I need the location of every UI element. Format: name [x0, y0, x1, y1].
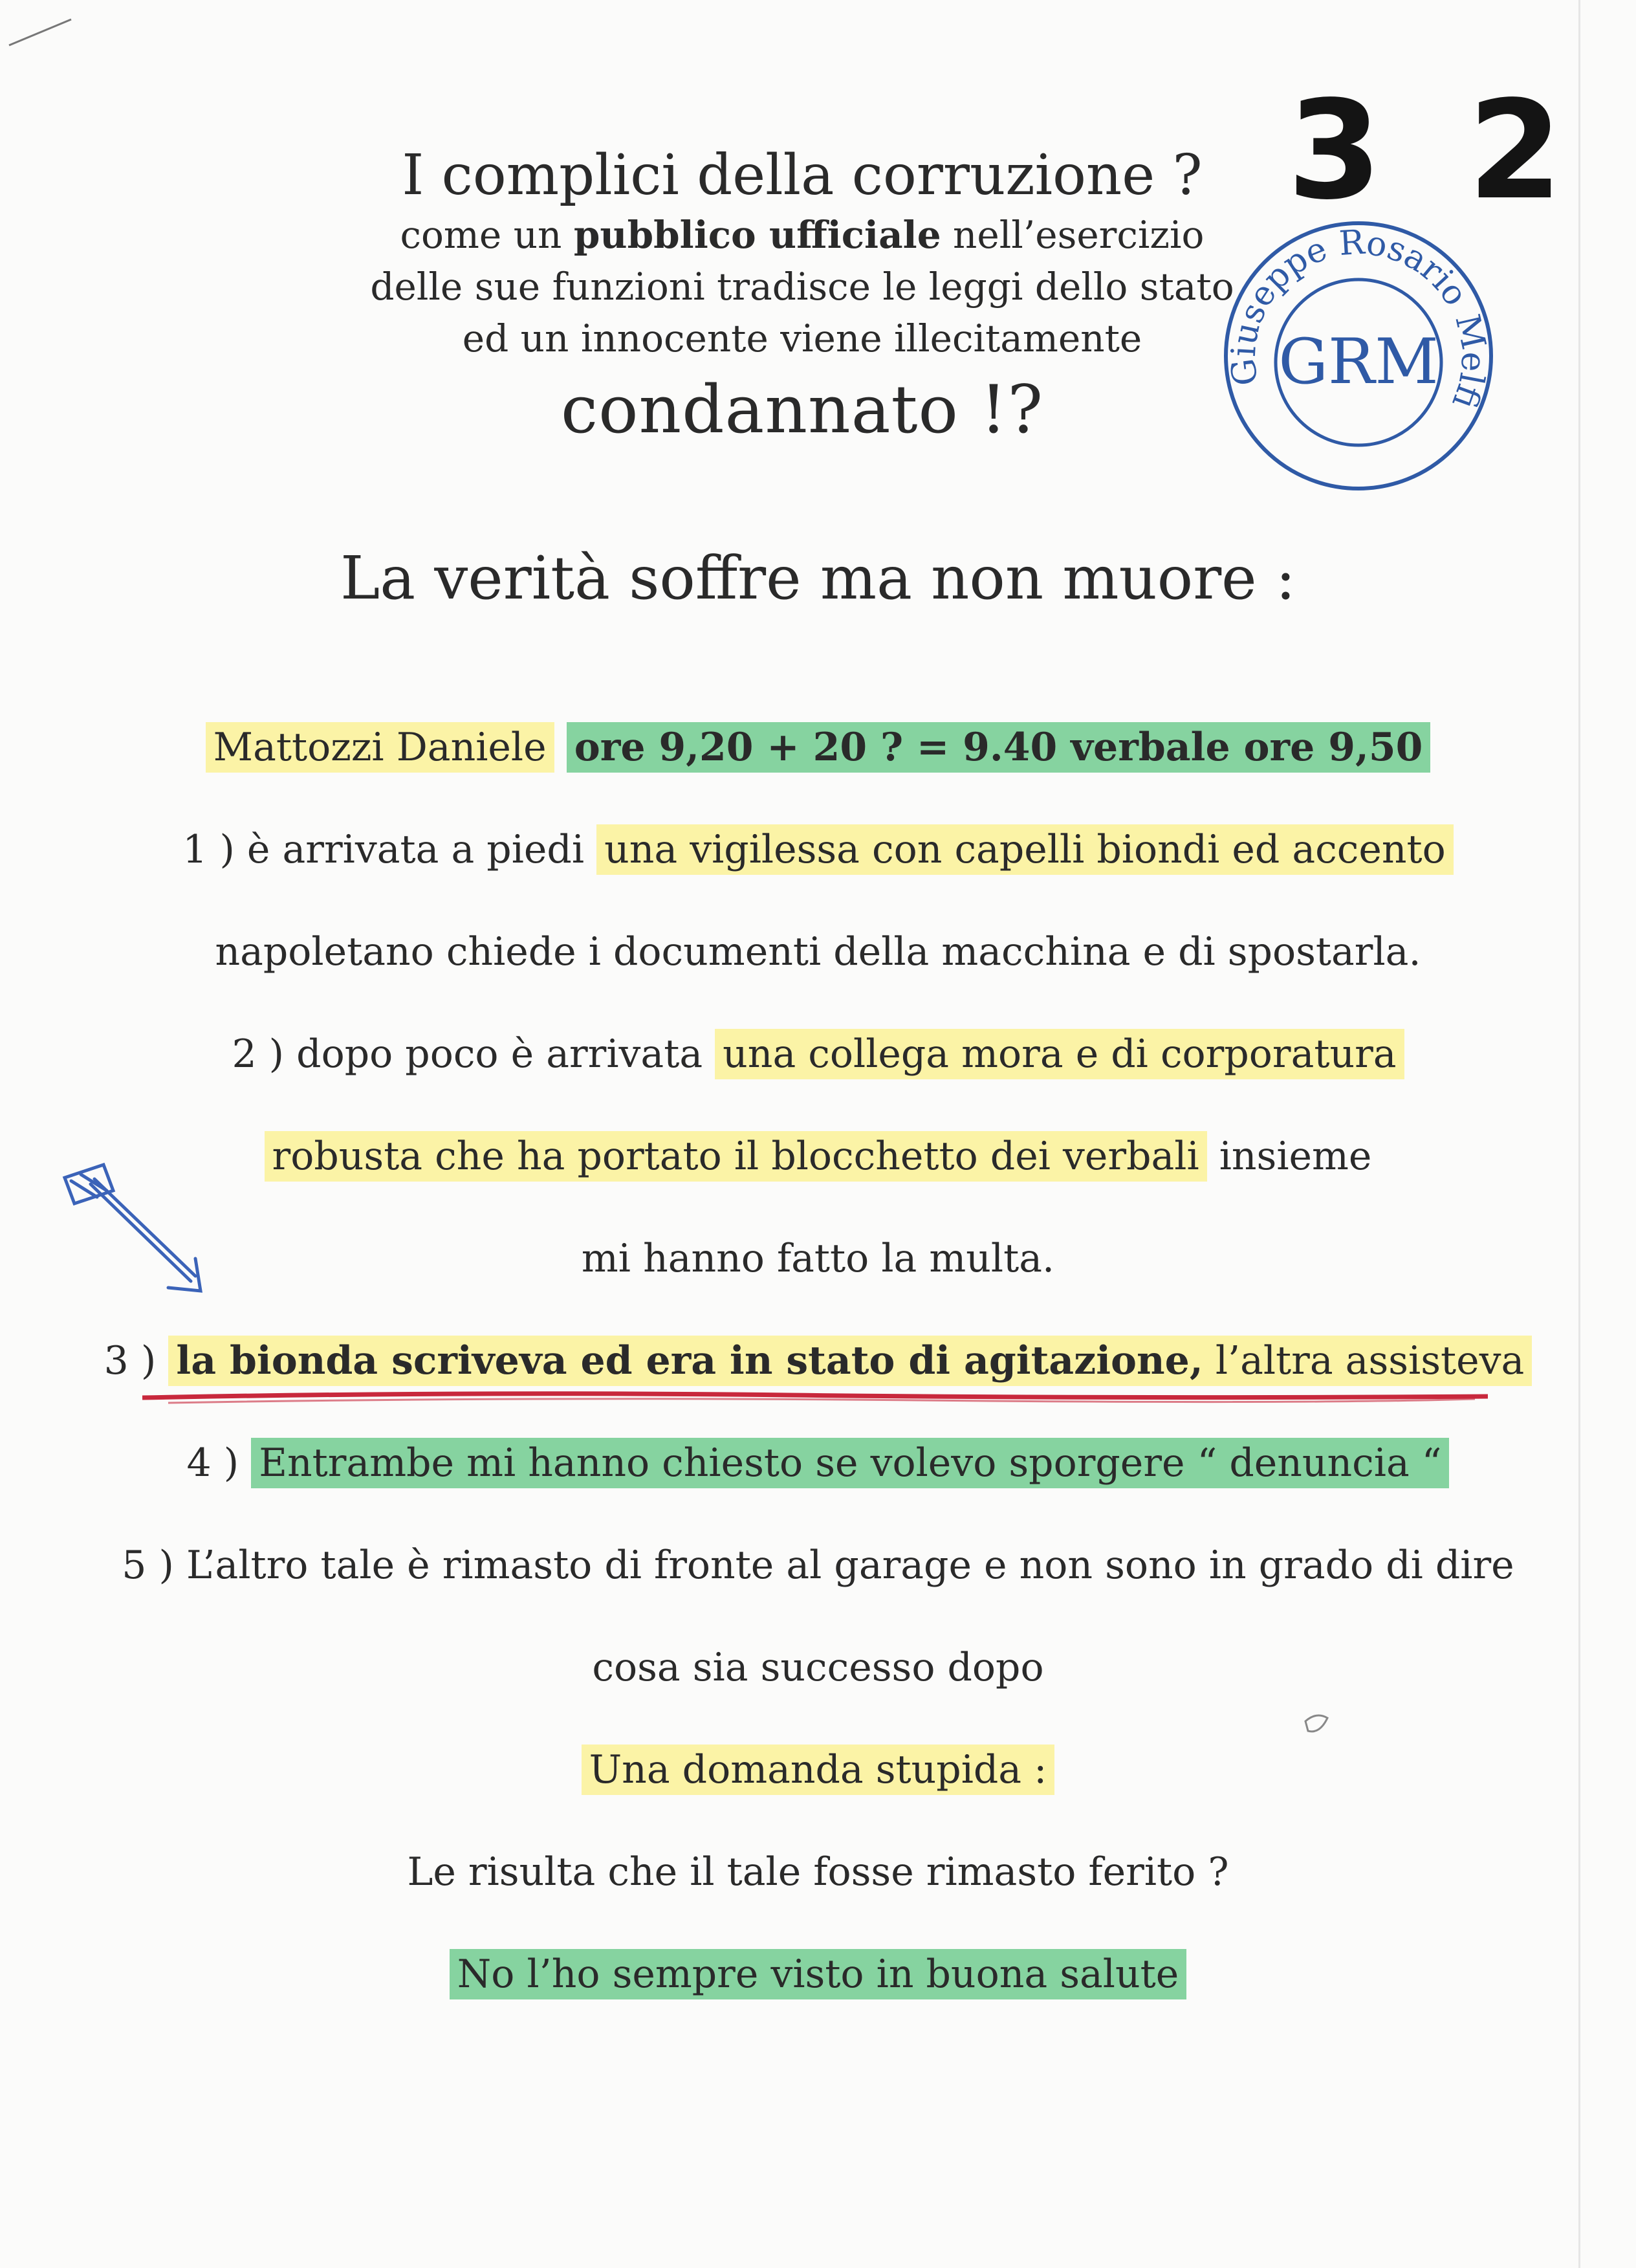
blocchetto-highlight: robusta che ha portato il blocchetto dei verbali [265, 1131, 1207, 1182]
line-1 [0, 725, 1636, 770]
pencil-mark [6, 13, 78, 52]
line-9: 5 ) L’altro tale è rimasto di fronte al garage e non sono in grado di dire [122, 1543, 1514, 1588]
subtitle-line-2: delle sue funzioni tradisce le leggi dello stato [370, 265, 1234, 309]
subtitle-line-1: come un pubblico ufficiale nell’esercizio [400, 213, 1205, 258]
vigilessa-highlight: una vigilessa con capelli biondi ed accento [596, 824, 1454, 875]
red-underline [142, 1385, 1488, 1411]
line-13 [0, 1952, 1636, 1997]
line-11 [0, 1747, 1636, 1792]
collega-highlight: una collega mora e di corporatura [715, 1029, 1404, 1079]
time-highlight: ore 9,20 + 20 ? = 9.40 verbale ore 9,50 [567, 722, 1431, 773]
line-8: 4 ) Entrambe mi hanno chiesto se volevo sporgere “ denuncia “ [0, 1440, 1636, 1486]
line-2: 1 ) è arrivata a piedi una vigilessa con capelli biondi ed accento [0, 827, 1636, 872]
stamp-initials: GRM [1278, 325, 1439, 398]
line-12: Le risulta che il tale fosse rimasto ferito ? [407, 1849, 1229, 1895]
line-10: cosa sia successo dopo [592, 1645, 1044, 1690]
line-6: mi hanno fatto la multa. [581, 1236, 1055, 1281]
motto: La verità soffre ma non muore : [340, 544, 1296, 613]
denuncia-highlight: Entrambe mi hanno chiesto se volevo sporgere “ denuncia “ [251, 1438, 1449, 1488]
page-number: 3 2 [1287, 71, 1582, 230]
name-highlight: Mattozzi Daniele [206, 722, 554, 773]
subtitle-bold: pubblico ufficiale [573, 213, 941, 258]
line-5: robusta che ha portato il blocchetto dei verbali insieme [0, 1134, 1636, 1179]
page-title: I complici della corruzione ? [402, 143, 1203, 208]
stamp-ring-text: Giuseppe Rosario Melfi [1224, 223, 1493, 414]
line-4: 2 ) dopo poco è arrivata una collega mora e di corporatura [0, 1031, 1636, 1077]
salute-highlight: No l’ho sempre visto in buona salute [450, 1949, 1186, 1999]
blue-arrow-icon [52, 1152, 220, 1307]
stamp-seal [1216, 214, 1501, 498]
ink-smudge [1300, 1708, 1333, 1741]
condannato-heading: condannato !? [560, 371, 1044, 449]
title-block [323, 142, 1281, 457]
line-3: napoletano chiede i documenti della macchina e di spostarla. [215, 929, 1421, 974]
line-7: 3 ) la bionda scriveva ed era in stato di agitazione, l’altra assisteva [0, 1338, 1636, 1383]
bionda-highlight: la bionda scriveva ed era in stato di agitazione, l’altra assisteva [168, 1336, 1532, 1386]
subtitle-line-3: ed un innocente viene illecitamente [462, 316, 1142, 361]
domanda-highlight: Una domanda stupida : [582, 1745, 1055, 1795]
